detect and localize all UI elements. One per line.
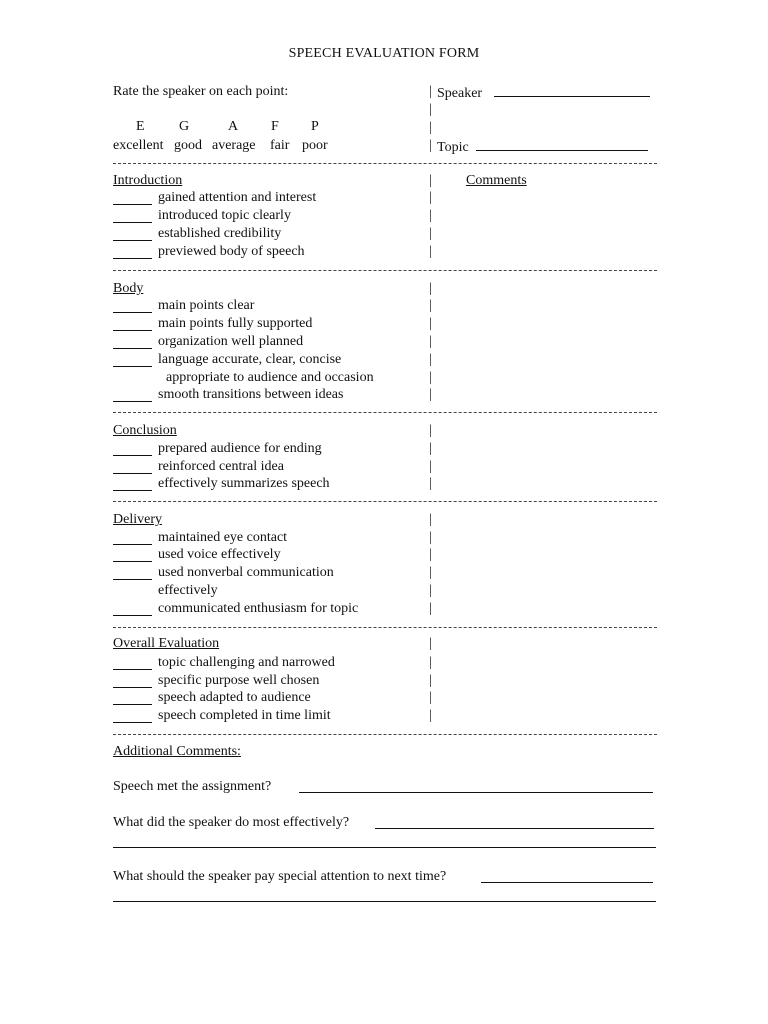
rating-blank[interactable] — [113, 687, 152, 688]
column-divider: | — [429, 84, 432, 99]
column-divider: | — [429, 370, 432, 385]
rating-blank[interactable] — [113, 348, 152, 349]
column-divider: | — [429, 441, 432, 456]
section-heading-introduction: Introduction — [113, 173, 183, 188]
column-divider: | — [429, 387, 432, 402]
criterion-item: reinforced central idea — [158, 459, 284, 474]
column-divider: | — [429, 423, 432, 438]
section-heading-delivery: Delivery — [113, 512, 162, 527]
criterion-item: specific purpose well chosen — [158, 673, 320, 688]
rating-letter-f: F — [271, 119, 279, 134]
criterion-item: previewed body of speech — [158, 244, 305, 259]
section-separator — [113, 627, 657, 628]
most-effective-answer-line-2[interactable] — [113, 847, 656, 848]
column-divider: | — [429, 298, 432, 313]
next-time-answer-line-2[interactable] — [113, 901, 656, 902]
column-divider: | — [429, 120, 432, 135]
criterion-item: used nonverbal communication — [158, 565, 334, 580]
column-divider: | — [429, 226, 432, 241]
rating-letter-a: A — [228, 119, 239, 134]
rating-blank[interactable] — [113, 490, 152, 491]
section-heading-body: Body — [113, 281, 144, 296]
rating-letter-g: G — [179, 119, 190, 134]
rating-blank[interactable] — [113, 579, 152, 580]
section-separator — [113, 163, 657, 164]
comments-heading: Comments — [466, 173, 527, 188]
section-separator — [113, 412, 657, 413]
rating-word-poor: poor — [302, 138, 328, 153]
assignment-answer-line[interactable] — [299, 792, 653, 793]
additional-comments-heading: Additional Comments: — [113, 744, 241, 759]
rating-word-fair: fair — [270, 138, 290, 153]
criterion-item-continued: effectively — [158, 583, 218, 598]
speaker-field[interactable] — [437, 84, 650, 102]
column-divider: | — [429, 208, 432, 223]
rating-blank[interactable] — [113, 473, 152, 474]
column-divider: | — [429, 673, 432, 688]
column-divider: | — [429, 334, 432, 349]
column-divider: | — [429, 102, 432, 117]
rating-blank[interactable] — [113, 240, 152, 241]
assignment-question: Speech met the assignment? — [113, 779, 272, 794]
page-title: SPEECH EVALUATION FORM — [288, 46, 480, 61]
criterion-item: organization well planned — [158, 334, 304, 349]
rating-blank[interactable] — [113, 669, 152, 670]
criterion-item: language accurate, clear, concise — [158, 352, 342, 367]
rating-blank[interactable] — [113, 401, 152, 402]
criterion-item: introduced topic clearly — [158, 208, 291, 223]
rating-letter-p: P — [311, 119, 319, 134]
speaker-blank[interactable] — [494, 84, 650, 97]
rating-blank[interactable] — [113, 561, 152, 562]
rating-blank[interactable] — [113, 722, 152, 723]
criterion-item: used voice effectively — [158, 547, 281, 562]
criterion-item: speech completed in time limit — [158, 708, 331, 723]
column-divider: | — [429, 565, 432, 580]
criterion-item: established credibility — [158, 226, 282, 241]
column-divider: | — [429, 352, 432, 367]
column-divider: | — [429, 512, 432, 527]
criterion-item: prepared audience for ending — [158, 441, 322, 456]
topic-blank[interactable] — [476, 138, 648, 151]
section-separator — [113, 501, 657, 502]
column-divider: | — [429, 601, 432, 616]
column-divider: | — [429, 708, 432, 723]
rating-blank[interactable] — [113, 258, 152, 259]
column-divider: | — [429, 138, 432, 153]
criterion-item-continued: appropriate to audience and occasion — [166, 370, 374, 385]
criterion-item: communicated enthusiasm for topic — [158, 601, 359, 616]
section-heading-conclusion: Conclusion — [113, 423, 177, 438]
rating-instructions: Rate the speaker on each point: — [113, 84, 289, 99]
next-time-answer-line[interactable] — [481, 882, 653, 883]
column-divider: | — [429, 459, 432, 474]
criterion-item: maintained eye contact — [158, 530, 288, 545]
criterion-item: topic challenging and narrowed — [158, 655, 335, 670]
rating-blank[interactable] — [113, 615, 152, 616]
column-divider: | — [429, 690, 432, 705]
column-divider: | — [429, 655, 432, 670]
most-effective-answer-line[interactable] — [375, 828, 654, 829]
column-divider: | — [429, 281, 432, 296]
rating-blank[interactable] — [113, 204, 152, 205]
rating-letter-e: E — [136, 119, 145, 134]
rating-word-excellent: excellent — [113, 138, 164, 153]
section-separator — [113, 270, 657, 271]
next-time-question: What should the speaker pay special attention to next time? — [113, 869, 447, 884]
column-divider: | — [429, 190, 432, 205]
rating-blank[interactable] — [113, 455, 152, 456]
column-divider: | — [429, 244, 432, 259]
column-divider: | — [429, 476, 432, 491]
column-divider: | — [429, 547, 432, 562]
rating-word-average: average — [212, 138, 256, 153]
topic-field[interactable] — [437, 138, 648, 156]
rating-blank[interactable] — [113, 544, 152, 545]
section-separator — [113, 734, 657, 735]
speaker-label: Speaker — [437, 86, 483, 101]
rating-blank[interactable] — [113, 312, 152, 313]
column-divider: | — [429, 636, 432, 651]
column-divider: | — [429, 583, 432, 598]
rating-word-good: good — [174, 138, 202, 153]
rating-blank[interactable] — [113, 330, 152, 331]
column-divider: | — [429, 173, 432, 188]
rating-blank[interactable] — [113, 222, 152, 223]
rating-blank[interactable] — [113, 366, 152, 367]
column-divider: | — [429, 530, 432, 545]
column-divider: | — [429, 316, 432, 331]
criterion-item: main points clear — [158, 298, 255, 313]
most-effective-question: What did the speaker do most effectively? — [113, 815, 350, 830]
criterion-item: main points fully supported — [158, 316, 313, 331]
section-heading-overall: Overall Evaluation — [113, 636, 220, 651]
criterion-item: speech adapted to audience — [158, 690, 311, 705]
topic-label: Topic — [437, 140, 469, 155]
rating-blank[interactable] — [113, 704, 152, 705]
criterion-item: smooth transitions between ideas — [158, 387, 344, 402]
criterion-item: gained attention and interest — [158, 190, 317, 205]
criterion-item: effectively summarizes speech — [158, 476, 330, 491]
